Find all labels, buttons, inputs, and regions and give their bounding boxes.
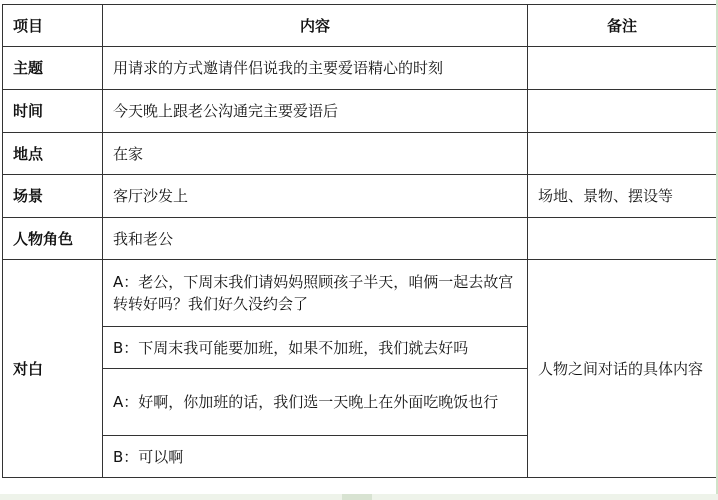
table-row-characters bbox=[3, 218, 717, 260]
table-row-theme bbox=[3, 47, 717, 90]
row-content: 客厅沙发上 bbox=[103, 175, 528, 218]
header-content: 内容 bbox=[103, 5, 528, 47]
dialogue-line: B：下周末我可能要加班，如果不加班，我们就去好吗 bbox=[103, 327, 528, 369]
row-remark bbox=[528, 218, 717, 260]
row-label: 时间 bbox=[3, 90, 103, 133]
row-label: 场景 bbox=[3, 175, 103, 218]
dialogue-line: A：好啊，你加班的话，我们选一天晚上在外面吃晚饭也行 bbox=[103, 369, 528, 436]
table-row-scene bbox=[3, 175, 717, 218]
row-remark bbox=[528, 47, 717, 90]
row-remark bbox=[528, 133, 717, 175]
scene-planning-table bbox=[2, 4, 717, 478]
table-row-dialogue bbox=[3, 260, 717, 327]
table-header-row bbox=[3, 5, 717, 47]
dialogue-line: A：老公，下周末我们请妈妈照顾孩子半天，咱俩一起去故宫转转好吗？我们好久没约会了 bbox=[103, 260, 528, 327]
table-row-place bbox=[3, 133, 717, 175]
dialogue-remark: 人物之间对话的具体内容 bbox=[528, 260, 717, 478]
header-item: 项目 bbox=[3, 5, 103, 47]
row-content: 用请求的方式邀请伴侣说我的主要爱语精心的时刻 bbox=[103, 47, 528, 90]
row-content: 在家 bbox=[103, 133, 528, 175]
row-content: 今天晚上跟老公沟通完主要爱语后 bbox=[103, 90, 528, 133]
dialogue-line: B：可以啊 bbox=[103, 436, 528, 478]
row-label: 对白 bbox=[3, 260, 103, 478]
header-remark: 备注 bbox=[528, 5, 717, 47]
table-row-time bbox=[3, 90, 717, 133]
row-label: 地点 bbox=[3, 133, 103, 175]
row-remark: 场地、景物、摆设等 bbox=[528, 175, 717, 218]
row-content: 我和老公 bbox=[103, 218, 528, 260]
row-label: 主题 bbox=[3, 47, 103, 90]
row-remark bbox=[528, 90, 717, 133]
row-label: 人物角色 bbox=[3, 218, 103, 260]
scroll-handle[interactable] bbox=[342, 494, 372, 500]
